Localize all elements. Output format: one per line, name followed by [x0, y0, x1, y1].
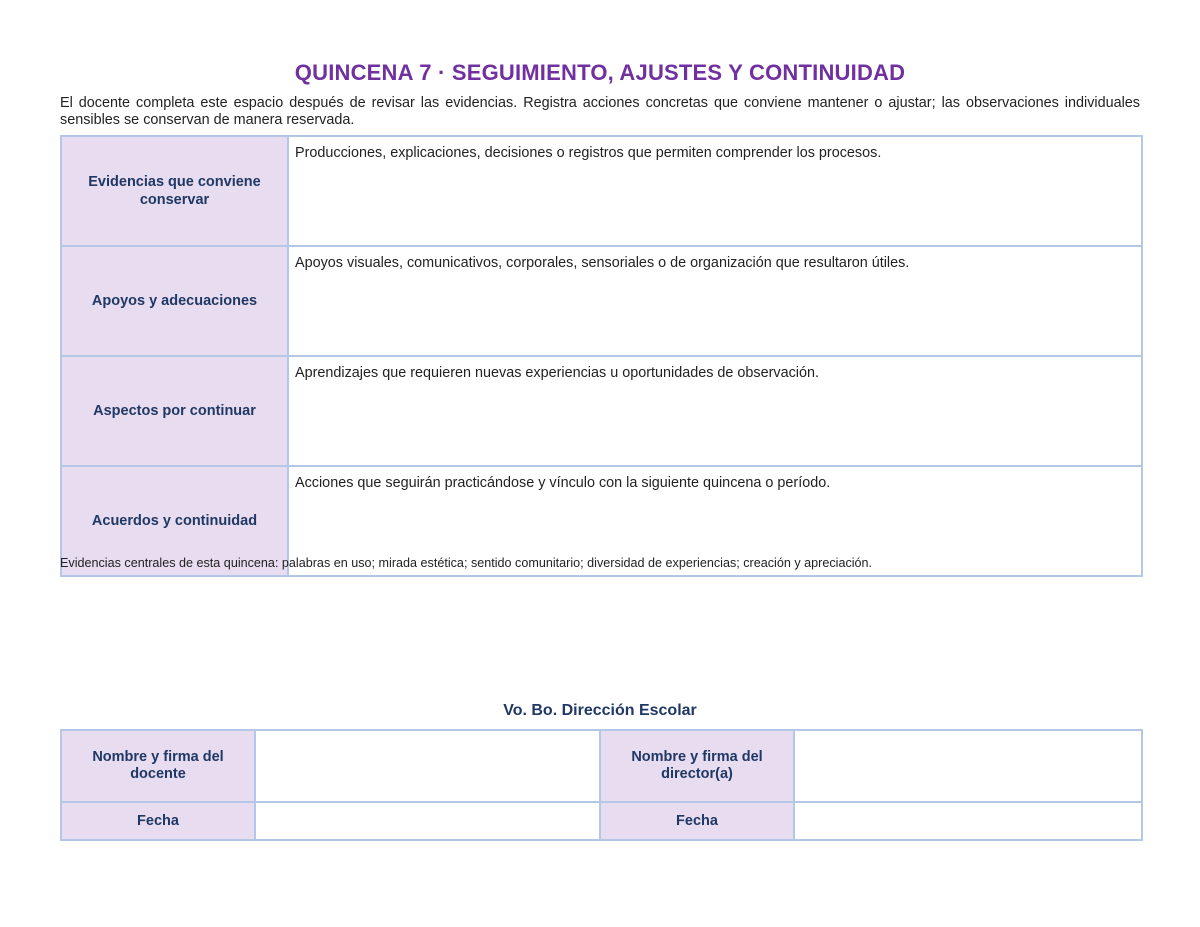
signature-table [60, 729, 1143, 841]
page-title: QUINCENA 7 · SEGUIMIENTO, AJUSTES Y CONTINUIDAD [294, 60, 906, 85]
table-row [61, 730, 1142, 802]
row-label-apoyos: Apoyos y adecuaciones [61, 246, 288, 356]
director-sign-label: Nombre y firma del director(a) [600, 730, 794, 802]
table-row [61, 802, 1142, 840]
row-content-apoyos[interactable]: Apoyos visuales, comunicativos, corporales, sensoriales o de organización que resultaron útiles. [288, 246, 1142, 356]
director-sign-field[interactable] [794, 730, 1142, 802]
teacher-sign-label: Nombre y firma del docente [61, 730, 255, 802]
director-date-label: Fecha [600, 802, 794, 840]
table-row [61, 356, 1142, 466]
director-date-field[interactable] [794, 802, 1142, 840]
teacher-date-label: Fecha [61, 802, 255, 840]
row-content-evidencias[interactable]: Producciones, explicaciones, decisiones o registros que permiten comprender los procesos. [288, 136, 1142, 246]
row-label-acuerdos: Acuerdos y continuidad [61, 466, 288, 576]
footnote: Evidencias centrales de esta quincena: palabras en uso; mirada estética; sentido comunitario; diversidad de experiencias; creación y apreciación. [60, 556, 873, 570]
row-label-evidencias: Evidencias que conviene conservar [61, 136, 288, 246]
table-row [61, 246, 1142, 356]
teacher-date-field[interactable] [255, 802, 600, 840]
intro-paragraph: El docente completa este espacio después de revisar las evidencias. Registra acciones concretas que conviene mantener o ajustar; las observaciones individuales sensibles se conservan de manera reservada. [60, 95, 1140, 128]
follow-up-table [60, 135, 1143, 577]
teacher-sign-field[interactable] [255, 730, 600, 802]
table-row [61, 136, 1142, 246]
approval-heading: Vo. Bo. Dirección Escolar [503, 702, 697, 719]
row-content-acuerdos[interactable]: Acciones que seguirán practicándose y vínculo con la siguiente quincena o período. [288, 466, 1142, 576]
row-content-aspectos[interactable]: Aprendizajes que requieren nuevas experiencias u oportunidades de observación. [288, 356, 1142, 466]
row-label-aspectos: Aspectos por continuar [61, 356, 288, 466]
